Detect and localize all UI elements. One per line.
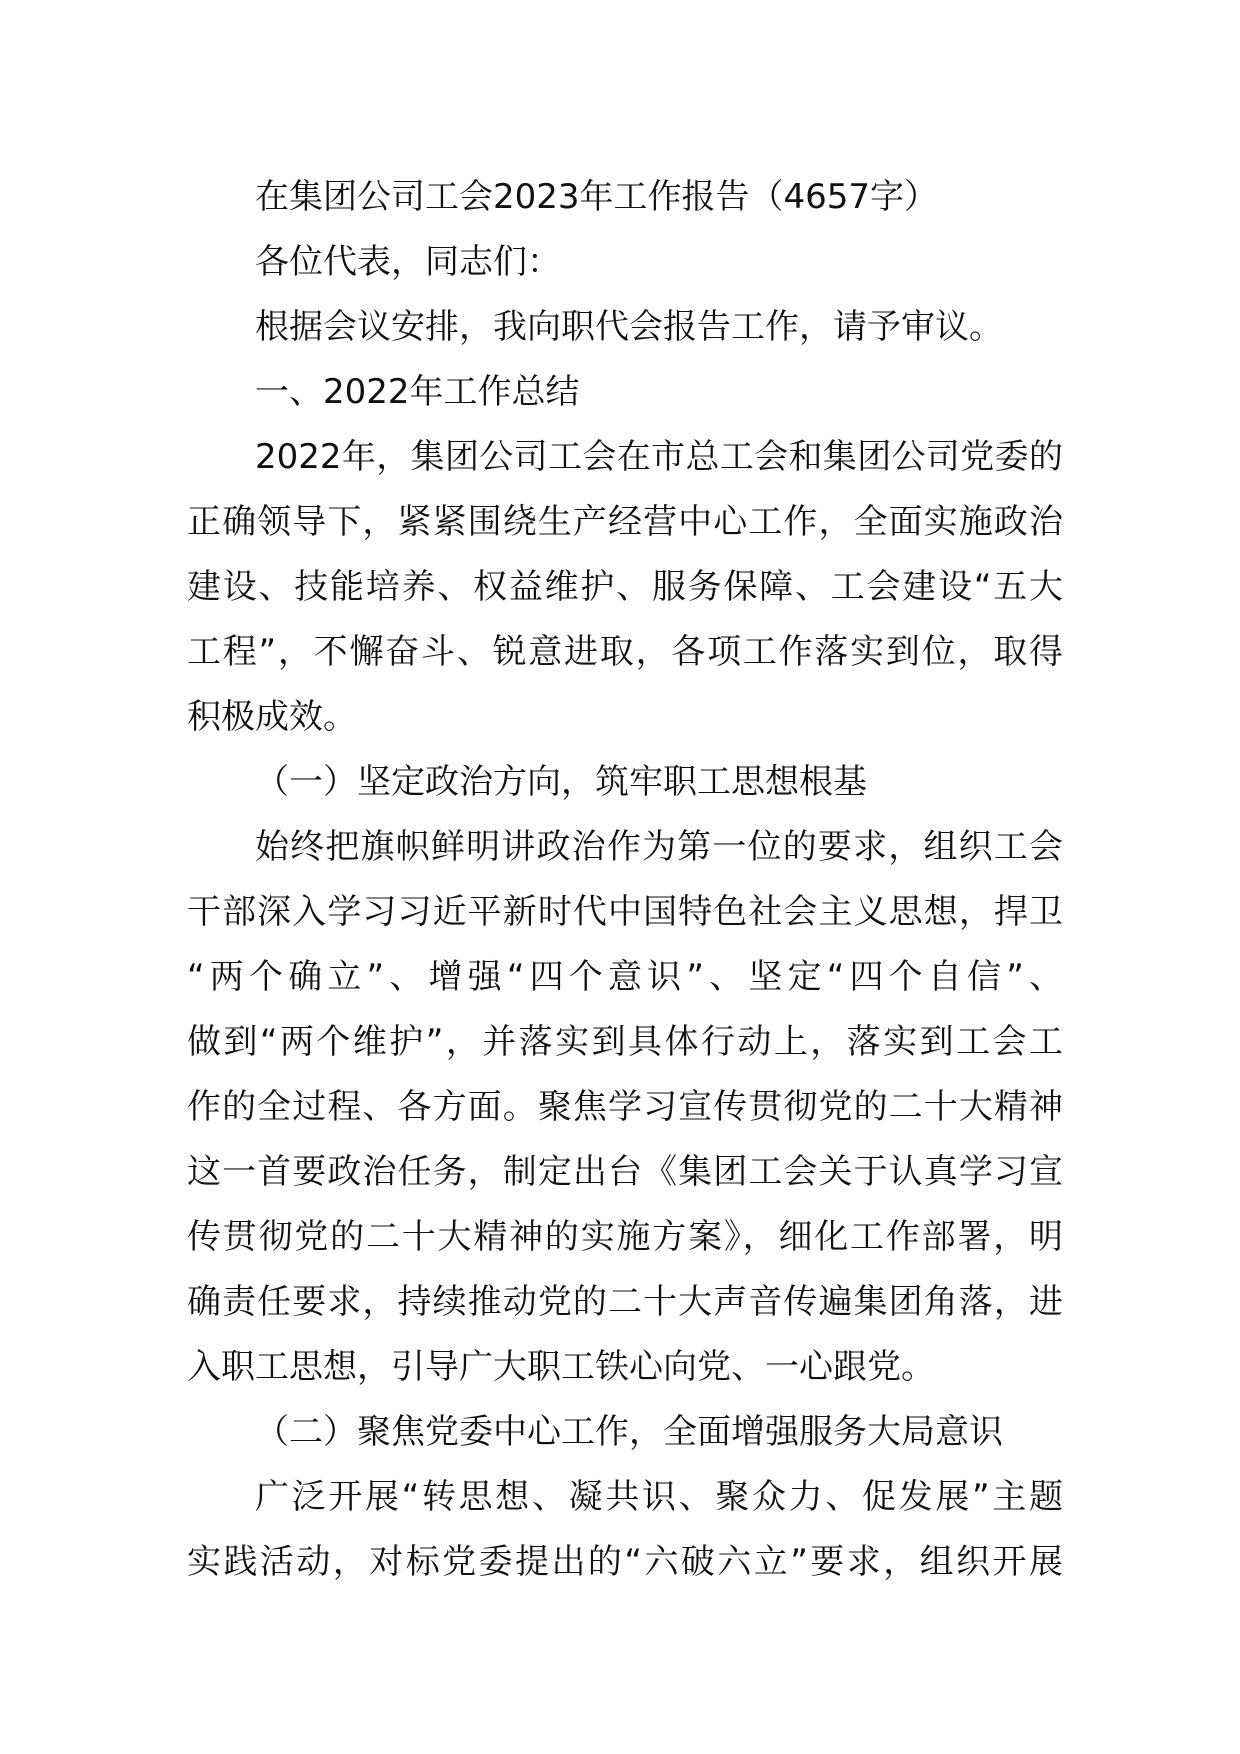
paragraph-line: 入职工思想，引导广大职工铁心向党、一心跟党。: [187, 1347, 935, 1387]
subsection-heading: （一）坚定政治方向，筑牢职工思想根基: [255, 762, 867, 802]
paragraph-line: 确责任要求，持续推动党的二十大声音传遍集团角落，进: [187, 1282, 1063, 1322]
salutation: 各位代表，同志们：: [255, 242, 561, 282]
paragraph-line: 干部深入学习习近平新时代中国特色社会主义思想，捍卫: [187, 892, 1063, 932]
paragraph-line: 实践活动，对标党委提出的“六破六立”要求，组织开展: [187, 1542, 1063, 1582]
paragraph-line: 传贯彻党的二十大精神的实施方案》，细化工作部署，明: [187, 1217, 1063, 1257]
paragraph-line: 工程”，不懈奋斗、锐意进取，各项工作落实到位，取得: [187, 632, 1063, 672]
section-heading: 一、2022年工作总结: [255, 372, 580, 412]
paragraph-central-work: [187, 1465, 1063, 1595]
paragraph-line: 始终把旗帜鲜明讲政治作为第一位的要求，组织工会: [255, 827, 1063, 867]
paragraph-line: 这一首要政治任务，制定出台《集团工会关于认真学习宣: [187, 1152, 1063, 1192]
document-title: 在集团公司工会2023年工作报告（4657字）: [255, 177, 939, 217]
paragraph-line: 积极成效。: [187, 697, 357, 737]
paragraph-line: 作的全过程、各方面。聚焦学习宣传贯彻党的二十大精神: [187, 1087, 1063, 1127]
paragraph-line: 做到“两个维护”，并落实到具体行动上，落实到工会工: [187, 1022, 1063, 1062]
paragraph-political: [187, 815, 1063, 1400]
document-body: [187, 165, 1063, 1595]
intro-text: 根据会议安排，我向职代会报告工作，请予审议。: [255, 307, 1003, 347]
paragraph-line: 正确领导下，紧紧围绕生产经营中心工作，全面实施政治: [187, 502, 1063, 542]
paragraph-line: 2022年，集团公司工会在市总工会和集团公司党委的: [255, 437, 1063, 477]
paragraph-line: “两个确立”、增强“四个意识”、坚定“四个自信”、: [187, 957, 1063, 997]
paragraph-summary: [187, 425, 1063, 750]
paragraph-line: 广泛开展“转思想、凝共识、聚众力、促发展”主题: [255, 1477, 1063, 1517]
subsection-heading: （二）聚焦党委中心工作，全面增强服务大局意识: [255, 1412, 1003, 1452]
paragraph-line: 建设、技能培养、权益维护、服务保障、工会建设“五大: [187, 567, 1063, 607]
